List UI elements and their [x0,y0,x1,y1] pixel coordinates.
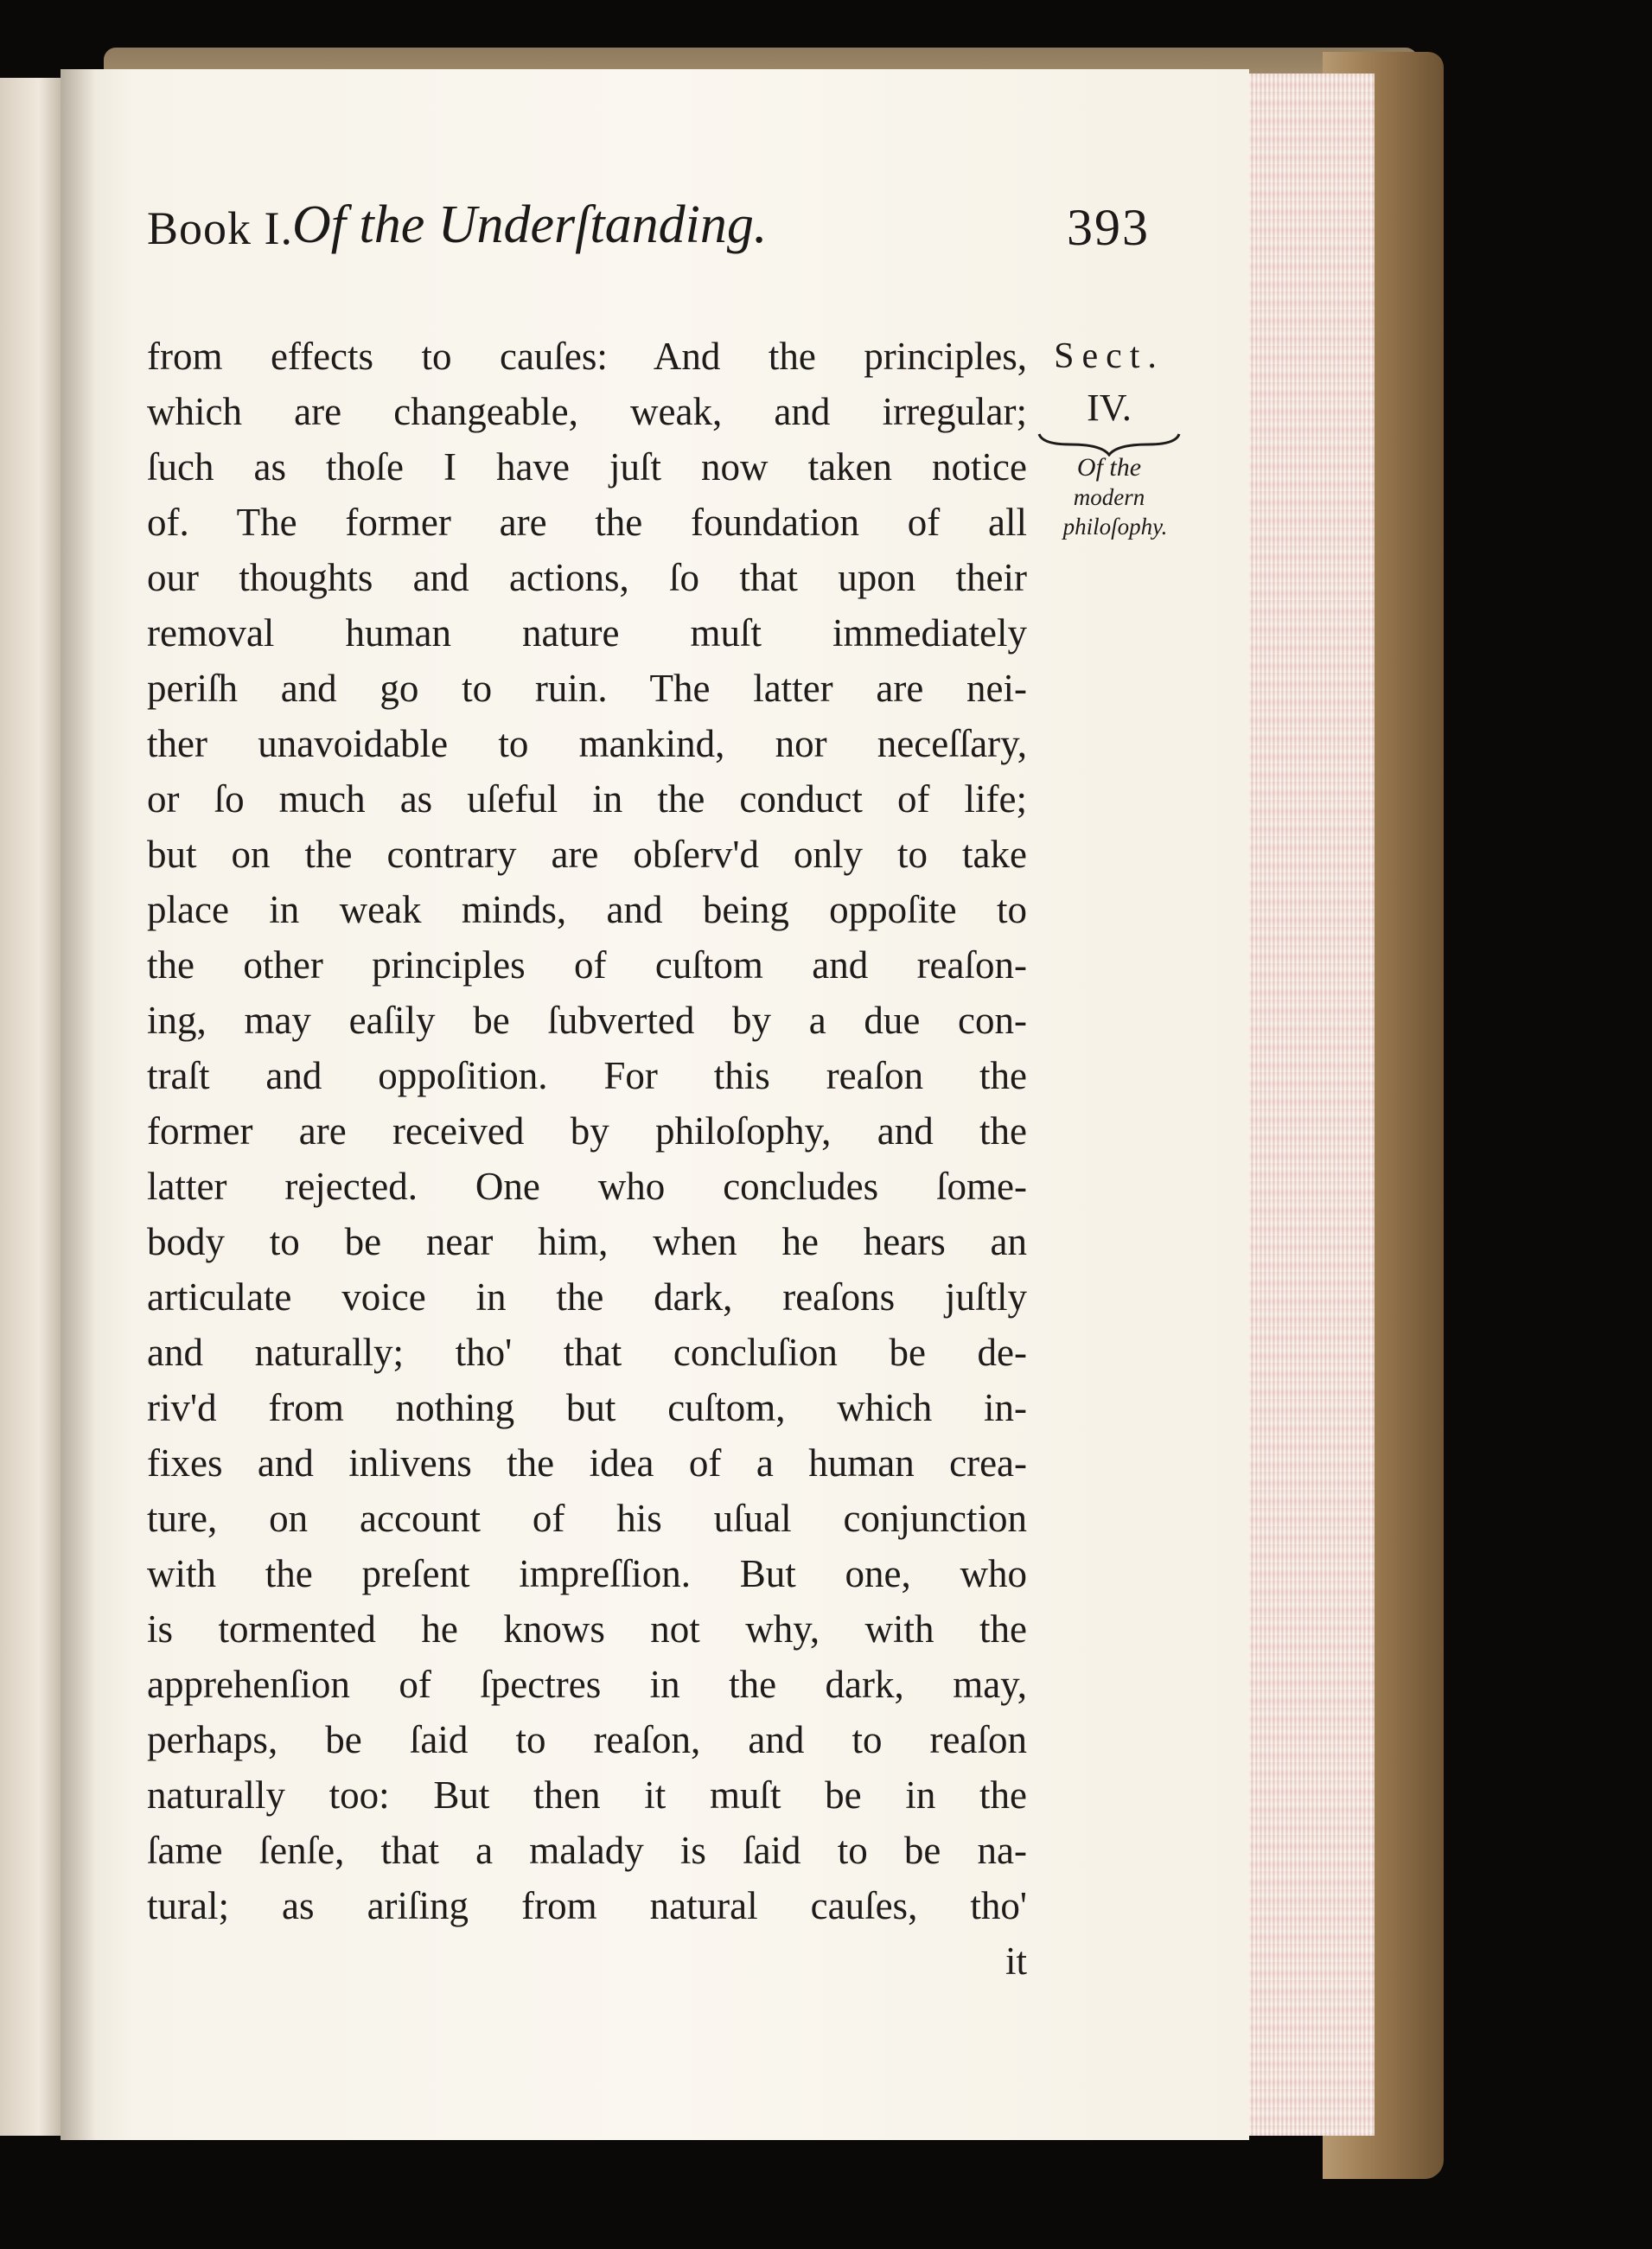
book-page [61,69,1249,2140]
text-line: ing, may eaſily be ſubverted by a due con- [147,999,1027,1042]
text-line: our thoughts and actions, ſo that upon their [147,556,1027,599]
page-fore-edge [1245,73,1375,2136]
running-head [147,195,1150,272]
text-line: naturally too: But then it muſt be in the [147,1773,1027,1817]
text-line: but on the contrary are obſerv'd only to take [147,833,1027,876]
text-line: periſh and go to ruin. The latter are nei- [147,667,1027,710]
page-number: 393 [1067,199,1150,256]
section-number: IV. [1087,387,1132,429]
facing-page-edge [0,78,65,2136]
margin-note-line: philoſophy. [1062,514,1168,540]
text-line: from effects to cauſes: And the principles, [147,335,1027,378]
text-line: apprehenſion of ſpectres in the dark, may, [147,1663,1027,1706]
text-line: ture, on account of his uſual conjunction [147,1497,1027,1540]
text-line: articulate voice in the dark, reaſons juſtly [147,1275,1027,1319]
text-line: traſt and oppoſition. For this reaſon the [147,1054,1027,1097]
text-line: former are received by philoſophy, and the [147,1109,1027,1153]
text-line: body to be near him, when he hears an [147,1220,1027,1263]
margin-note [1027,329,1191,541]
text-line: ther unavoidable to mankind, nor neceſſary, [147,722,1027,765]
text-line: the other principles of cuſtom and reaſon- [147,943,1027,987]
text-line: fixes and inlivens the idea of a human crea- [147,1441,1027,1485]
text-line: with the preſent impreſſion. But one, who [147,1552,1027,1595]
text-line: which are changeable, weak, and irregular; [147,390,1027,433]
work-title: Of the Underſtanding. [292,195,768,254]
text-line: tural; as ariſing from natural cauſes, tho' [147,1884,1027,1927]
text-line: or ſo much as uſeful in the conduct of life; [147,777,1027,821]
margin-note-line: modern [1073,484,1145,510]
gutter-shadow [61,69,95,2140]
text-line: riv'd from nothing but cuſtom, which in- [147,1386,1027,1429]
text-line: ſuch as thoſe I have juſt now taken notice [147,445,1027,489]
text-line: place in weak minds, and being oppoſite to [147,888,1027,931]
text-line: of. The former are the foundation of all [147,501,1027,544]
text-line: perhaps, be ſaid to reaſon, and to reaſon [147,1718,1027,1761]
body-text [147,329,1027,1989]
book-number: Book I. [147,202,293,254]
text-line: removal human nature muſt immediately [147,611,1027,655]
catchword: it [1005,1939,1027,1983]
margin-note-line: Of the [1076,453,1142,482]
text-line: ſame ſenſe, that a malady is ſaid to be na- [147,1829,1027,1872]
text-line: is tormented he knows not why, with the [147,1607,1027,1651]
text-line: and naturally; tho' that concluſion be de- [147,1331,1027,1374]
section-label: Sect. [1054,336,1164,376]
text-line: latter rejected. One who concludes ſome- [147,1165,1027,1208]
